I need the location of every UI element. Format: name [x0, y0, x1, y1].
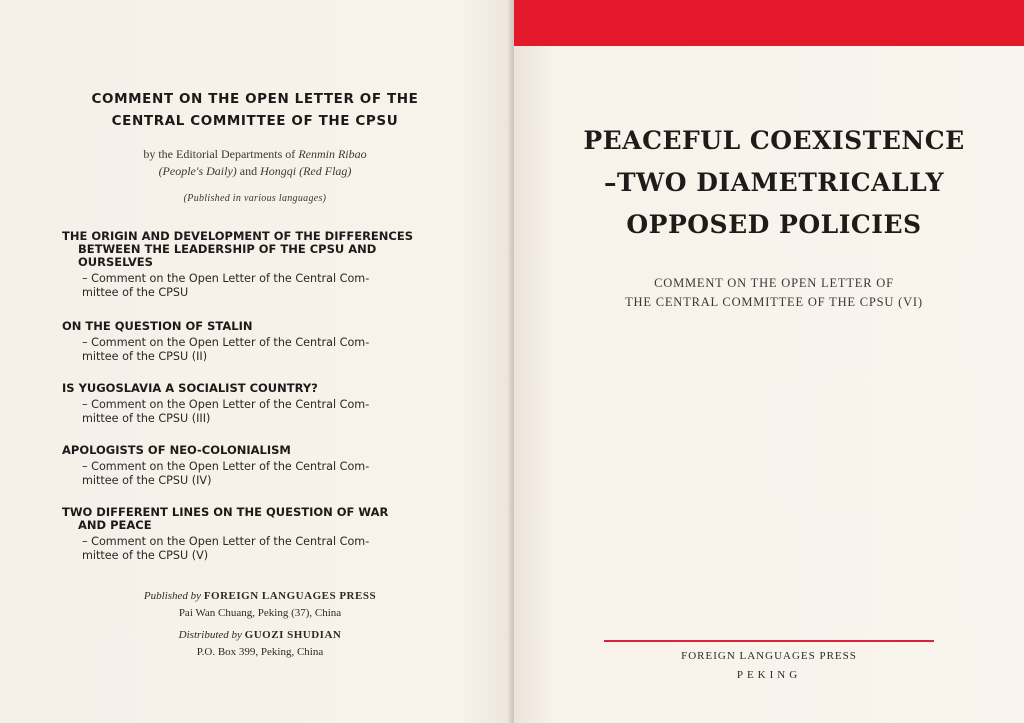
byline: [60, 146, 450, 180]
entry-title-line: THE ORIGIN AND DEVELOPMENT OF THE DIFFERENCES: [62, 229, 413, 243]
list-item: [62, 382, 446, 426]
cover-subtitle-line: THE CENTRAL COMMITTEE OF THE CPSU (VI): [625, 295, 923, 309]
cover-page: [514, 0, 1024, 723]
cover-publisher: [594, 647, 944, 685]
imprint: [60, 588, 460, 661]
cover-subtitle-line: COMMENT ON THE OPEN LETTER OF: [654, 276, 894, 290]
entry-subtitle-line: mittee of the CPSU (III): [82, 412, 211, 425]
entry-subtitle-line: mittee of the CPSU (II): [82, 350, 208, 363]
publisher-name: FOREIGN LANGUAGES PRESS: [203, 590, 377, 602]
entry-subtitle-line: – Comment on the Open Letter of the Central Com-: [82, 398, 370, 411]
entry-title-line: ON THE QUESTION OF STALIN: [62, 319, 253, 333]
hongqi-title: Hongqi: [260, 164, 297, 178]
entry-title-line: TWO DIFFERENT LINES ON THE QUESTION OF WAR: [62, 505, 389, 519]
distributed-by-label: Distributed by: [178, 629, 242, 641]
series-heading-line: CENTRAL COMMITTEE OF THE CPSU: [111, 113, 399, 129]
entry-title-line: BETWEEN THE LEADERSHIP OF THE CPSU AND: [78, 242, 377, 256]
entry-subtitle-line: mittee of the CPSU: [82, 286, 189, 299]
byline-and: and: [239, 164, 258, 178]
entry-title-line: APOLOGISTS OF NEO-COLONIALISM: [62, 443, 291, 457]
published-by-label: Published by: [143, 590, 202, 602]
entry-title-line: IS YUGOSLAVIA A SOCIALIST COUNTRY?: [62, 381, 318, 395]
entry-subtitle-line: – Comment on the Open Letter of the Central Com-: [82, 272, 370, 285]
cover-title-line: –TWO DIAMETRICALLY: [604, 168, 944, 197]
red-flag-title: (Red Flag): [299, 164, 352, 178]
entry-subtitle: [82, 272, 446, 300]
list-item: [62, 506, 446, 563]
entry-title-line: AND PEACE: [78, 518, 152, 532]
cover-subtitle: [564, 274, 984, 312]
cover-title: [554, 120, 994, 246]
cover-title-line: PEACEFUL COEXISTENCE: [583, 126, 965, 155]
series-heading-line: COMMENT ON THE OPEN LETTER OF THE: [91, 91, 419, 107]
entry-title: [62, 506, 446, 532]
entry-title-line: OURSELVES: [78, 255, 153, 269]
distributor-address: P.O. Box 399, Peking, China: [196, 646, 324, 658]
entry-title: [62, 320, 446, 333]
entry-subtitle: [82, 336, 446, 364]
cover-title-line: OPPOSED POLICIES: [626, 210, 922, 239]
red-rule: [604, 640, 934, 642]
entry-subtitle-line: mittee of the CPSU (IV): [82, 474, 212, 487]
entry-subtitle-line: mittee of the CPSU (V): [82, 549, 209, 562]
entry-subtitle: [82, 398, 446, 426]
cover-publisher-name: FOREIGN LANGUAGES PRESS: [681, 650, 857, 662]
byline-prefix: by the Editorial Departments of: [143, 147, 296, 161]
red-band: [514, 0, 1024, 46]
entry-subtitle-line: – Comment on the Open Letter of the Central Com-: [82, 535, 370, 548]
cover-city: PEKING: [736, 669, 802, 681]
distributor-name: GUOZI SHUDIAN: [244, 629, 342, 641]
list-item: [62, 444, 446, 488]
entry-subtitle: [82, 460, 446, 488]
entry-title: [62, 230, 446, 269]
renmin-ribao-title: Renmin Ribao: [298, 147, 367, 161]
entry-title: [62, 382, 446, 395]
list-item: [62, 320, 446, 364]
publisher-address: Pai Wan Chuang, Peking (37), China: [178, 607, 342, 619]
entry-subtitle-line: – Comment on the Open Letter of the Central Com-: [82, 336, 370, 349]
publication-note: (Published in various languages): [183, 193, 327, 204]
entry-subtitle-line: – Comment on the Open Letter of the Central Com-: [82, 460, 370, 473]
series-heading: [40, 88, 470, 132]
list-item: [62, 230, 446, 300]
entry-subtitle: [82, 535, 446, 563]
entry-title: [62, 444, 446, 457]
peoples-daily-title: (People's Daily): [158, 164, 237, 178]
